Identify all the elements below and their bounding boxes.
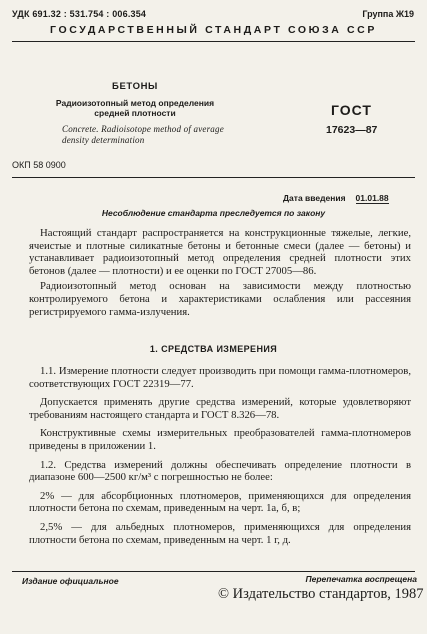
copyright-notice: © Издательство стандартов, 1987 xyxy=(218,586,424,602)
english-title-line-1: Concrete. Radioisotope method of average xyxy=(62,124,224,134)
clause-1-2-absorption: 2% — для абсорбционных плотномеров, применяющихся для определения плотности бетона по схемам, приведенным на черт. 1а, б, в; xyxy=(29,489,411,515)
okp-divider xyxy=(12,177,415,178)
group-code: Группа Ж19 xyxy=(362,9,414,19)
section-1-text xyxy=(29,365,411,546)
section-title: 1. СРЕДСТВА ИЗМЕРЕНИЯ xyxy=(149,344,278,354)
footer-divider xyxy=(12,571,415,572)
effective-date-value: 01.01.88 xyxy=(355,193,389,203)
intro-text xyxy=(29,227,411,318)
udk-code: УДК 691.32 : 531.754 : 006.354 xyxy=(12,9,147,19)
clause-1-2-albedo: 2,5% — для альбедных плотномеров, применяющихся для определения плотности бетона по схемам, приведенным на черт. 1 г, д. xyxy=(29,520,411,546)
reprint-notice: Перепечатка воспрещена xyxy=(305,574,417,584)
standard-header: ГОСУДАРСТВЕННЫЙ СТАНДАРТ СОЮЗА ССР xyxy=(50,24,377,36)
clause-1-2: 1.2. Средства измерений должны обеспечивать определение плотности в диапазоне 600—2500 кг/м³ с погрешностью не более: xyxy=(29,458,411,484)
okp-code: ОКП 58 0900 xyxy=(12,160,66,170)
header-divider xyxy=(12,41,415,42)
document-subtitle xyxy=(10,98,260,118)
english-title xyxy=(62,124,224,145)
clause-1-1: 1.1. Измерение плотности следует производить при помощи гамма-плотномеров, соответствующих ГОСТ 22319—77. xyxy=(29,365,411,390)
intro-paragraph-2: Радиоизотопный метод основан на зависимости между плотностью контролируемого бетона и характеристиками ослабления или рассеяния регистрируемого гамма-излучения. xyxy=(29,280,411,318)
english-title-line-2: density determination xyxy=(62,134,145,145)
clause-1-1-schemes: Конструктивные схемы измерительных преобразователей гамма-плотномеров приведены в приложении 1. xyxy=(29,427,411,452)
clause-1-1-note: Допускается применять другие средства измерений, которые удовлетворяют требованиям настоящего стандарта и ГОСТ 8.326—78. xyxy=(29,396,411,421)
intro-paragraph-1: Настоящий стандарт распространяется на конструкционные тяжелые, легкие, ячеистые и плотные силикатные бетоны и бетонные смеси (далее — бетоны) и устанавливает радиоизотопный метод определения средней плотности этих бетонов (далее — плотности) и ее оценки по ГОСТ 27005—86. xyxy=(29,227,411,277)
gost-number: 17623—87 xyxy=(326,124,378,136)
gost-label: ГОСТ xyxy=(331,102,372,118)
official-edition-label: Издание официальное xyxy=(22,576,119,586)
document-title: БЕТОНЫ xyxy=(112,81,158,92)
subtitle-line-1: Радиоизотопный метод определения xyxy=(55,98,215,108)
effective-date xyxy=(283,193,389,204)
noncompliance-notice: Несоблюдение стандарта преследуется по закону xyxy=(101,208,326,218)
subtitle-line-2: средней плотности xyxy=(94,108,176,118)
effective-date-label: Дата введения xyxy=(283,193,346,203)
